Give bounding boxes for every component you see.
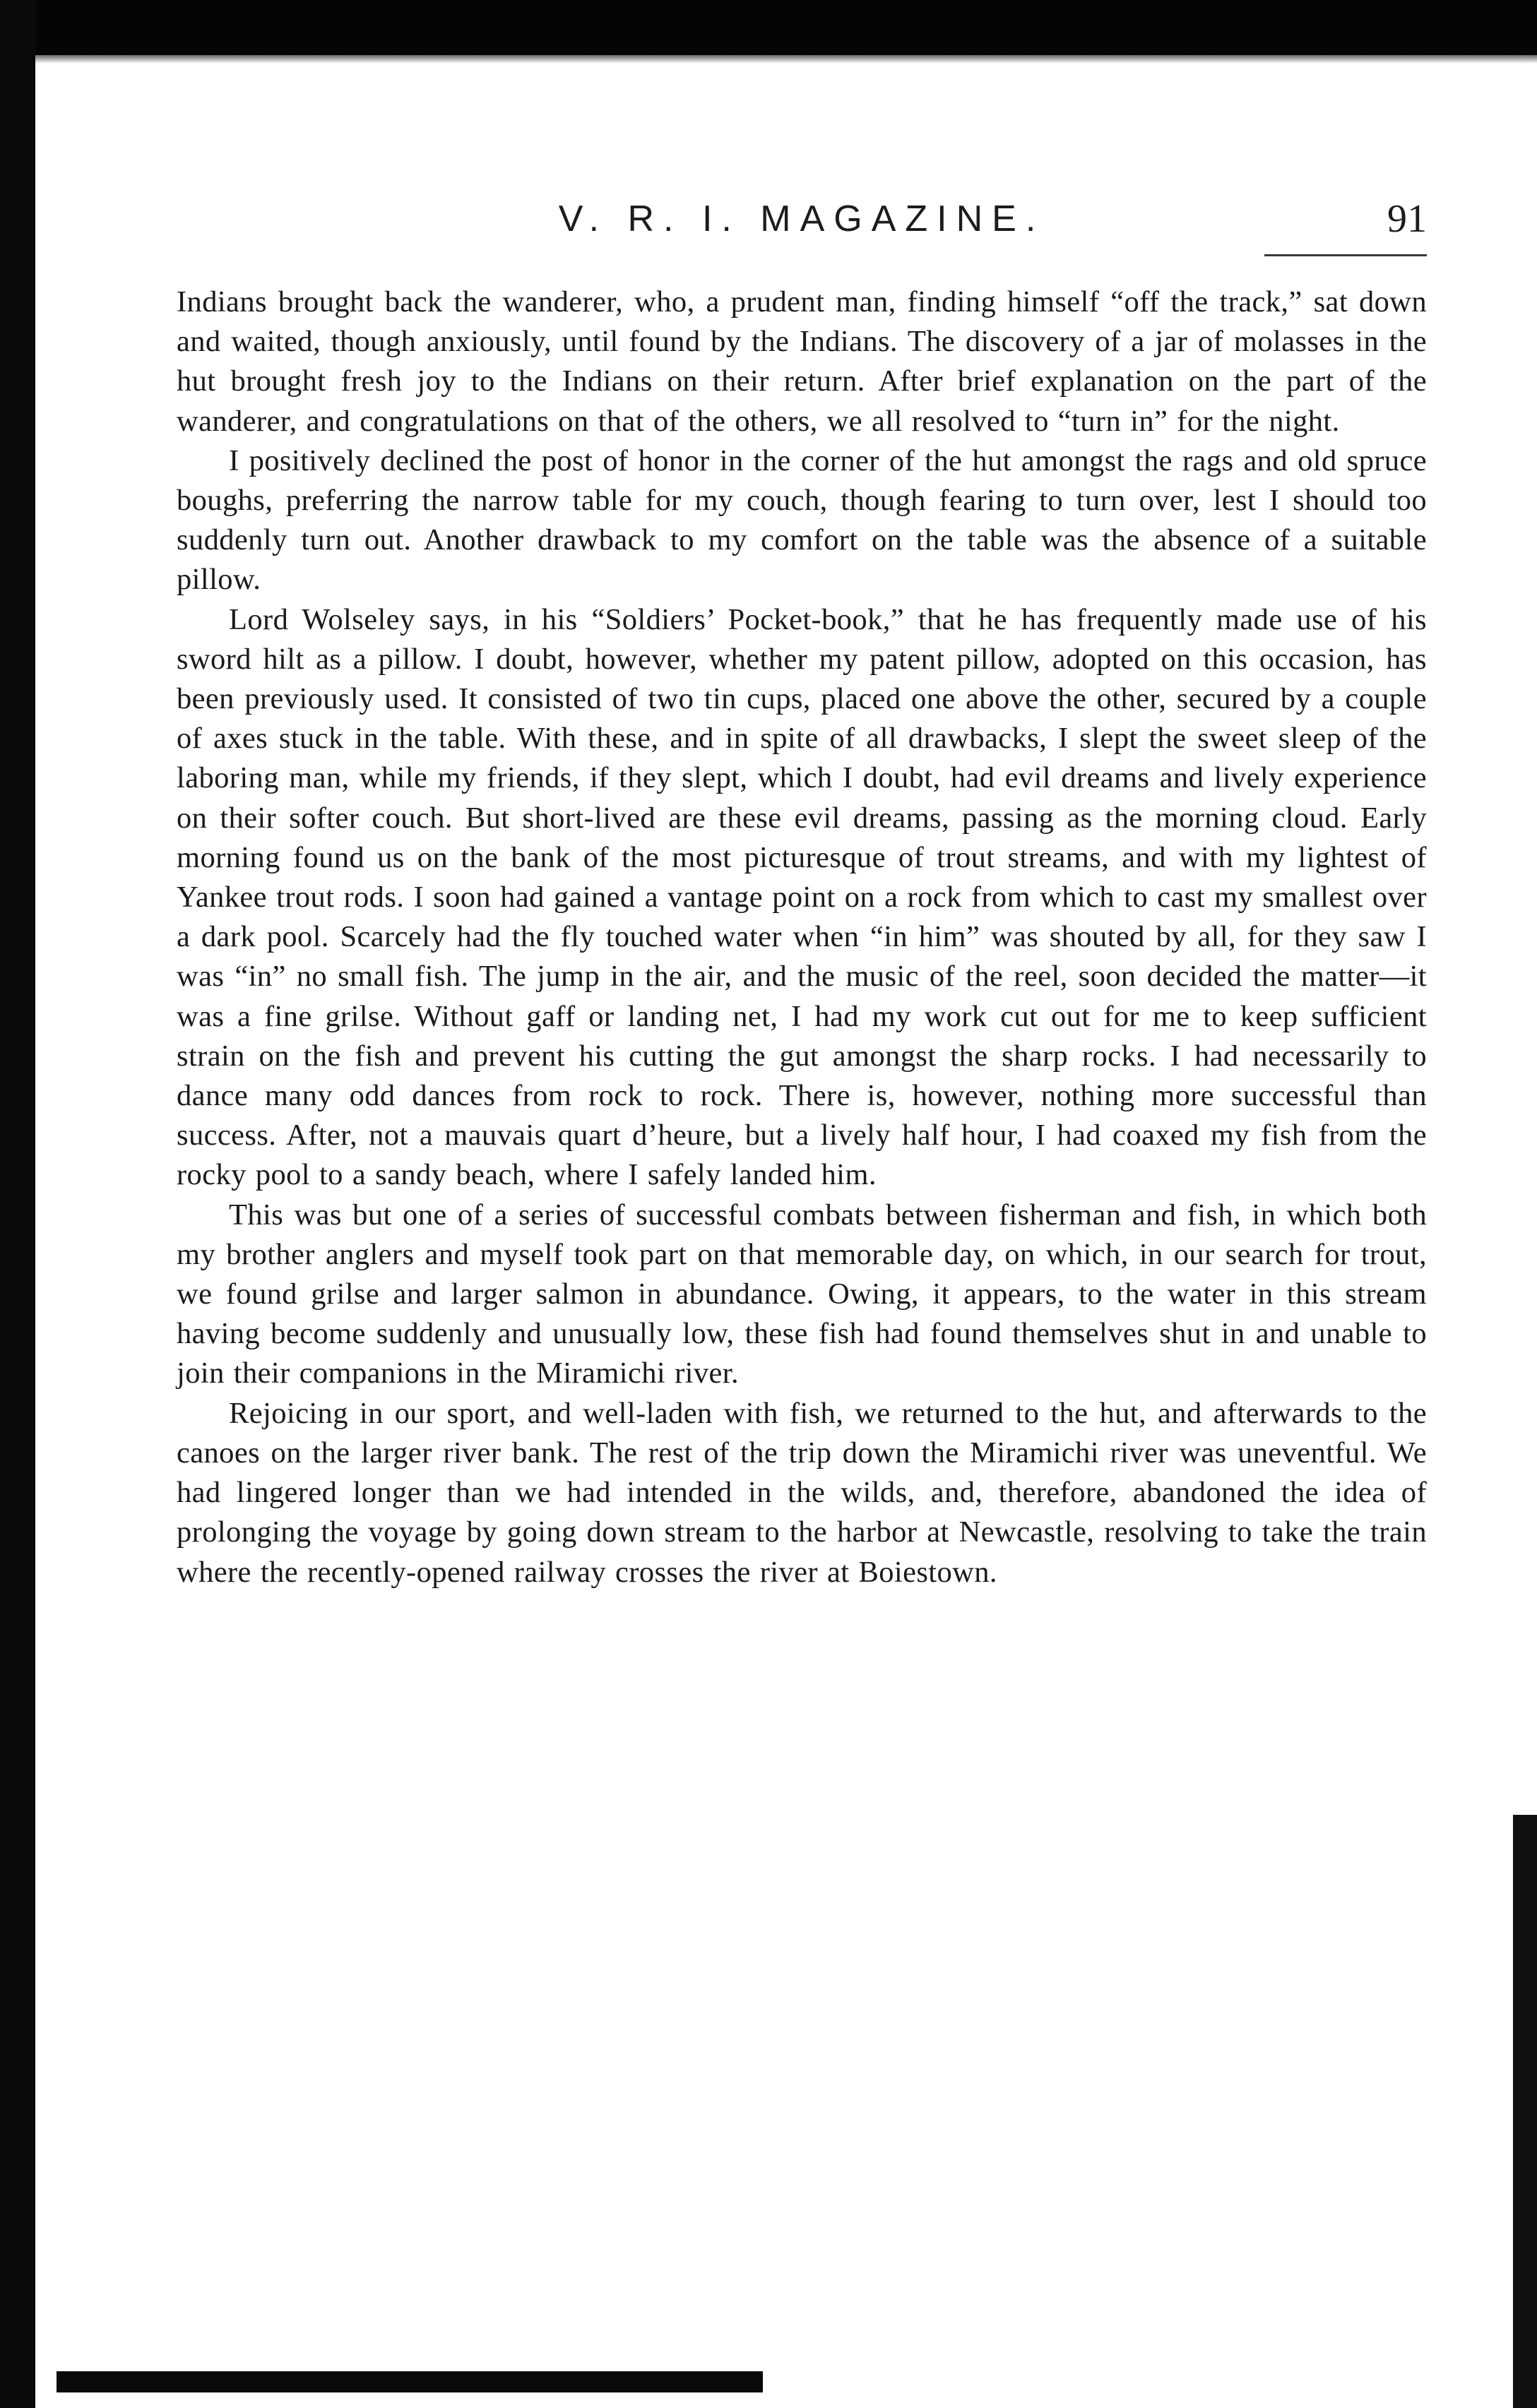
page-header [177, 191, 1427, 256]
scan-border-left [0, 0, 35, 2408]
scan-border-bottom [57, 2371, 763, 2392]
paragraph: This was but one of a series of successful combats between fisherman and fish, in which both my brother anglers and myself took part on that memorable day, on which, in our search for trout, we found grilse and larger salmon in abundance. Owing, it appears, to the water in this stream having become suddenly and unusually low, these fish had found themselves shut in and unable to join their companions in the Miramichi river. [177, 1198, 1427, 1390]
scan-border-right [1513, 1815, 1537, 2408]
scan-border-top-fade [0, 49, 1537, 64]
paragraph: Rejoicing in our sport, and well-laden with fish, we returned to the hut, and afterwards to the canoes on the larger river bank. The rest of the trip down the Miramichi river was uneventful. We had lingered longer than we had intended in the wilds, and, therefore, abandoned the idea of prolonging the voyage by going down stream to the harbor at Newcastle, resolving to take the train where the recently-opened railway crosses the river at Boiestown. [177, 1396, 1427, 1589]
paragraph-continued: Indians brought back the wanderer, who, a prudent man, finding himself “off the track,” sat down and waited, though anxiously, until found by the Indians. The discovery of a jar of molasses in the hut brought fresh joy to the Indians on their return. After brief explanation on the part of the wanderer, and congratulations on that of the others, we all resolved to “turn in” for the night. [177, 285, 1427, 438]
paragraph: I positively declined the post of honor in the corner of the hut amongst the rags and old spruce boughs, preferring the narrow table for my couch, though fearing to turn over, lest I should too suddenly turn out. Another drawback to my comfort on the table was the absence of a suitable pillow. [177, 443, 1427, 597]
paragraph: Lord Wolseley says, in his “Soldiers’ Pocket-book,” that he has frequently made use of his sword hilt as a pillow. I doubt, however, whether my patent pillow, adopted on this occasion, has been previously used. It consisted of two tin cups, placed one above the other, secured by a couple of axes stuck in the table. With these, and in spite of all drawbacks, I slept the sweet sleep of the laboring man, while my friends, if they slept, which I doubt, had evil dreams and lively experience on their softer couch. But short-lived are these evil dreams, passing as the morning cloud. Early morning found us on the bank of the most picturesque of trout streams, and with my lightest of Yankee trout rods. I soon had gained a vantage point on a rock from which to cast my smallest over a dark pool. Scarcely had the fly touched water when “in him” was shouted by all, for they saw I was “in” no small fish. The jump in the air, and the music of the reel, soon decided the matter—it was a fine grilse. Without gaff or landing net, I had my work cut out for me to keep sufficient strain on the fish and prevent his cutting the gut amongst the sharp rocks. I had necessarily to dance many odd dances from rock to rock. There is, however, nothing more successful than success. After, not a mauvais quart d’heure, but a lively half hour, I had coaxed my fish from the rocky pool to a sandy beach, where I safely landed him. [177, 602, 1427, 1192]
article-body [177, 282, 1427, 1592]
header-rule [1264, 254, 1427, 256]
running-title: V. R. I. MAGAZINE. [558, 198, 1045, 239]
scan-border-top [0, 0, 1537, 55]
page-number: 91 [1387, 197, 1427, 241]
